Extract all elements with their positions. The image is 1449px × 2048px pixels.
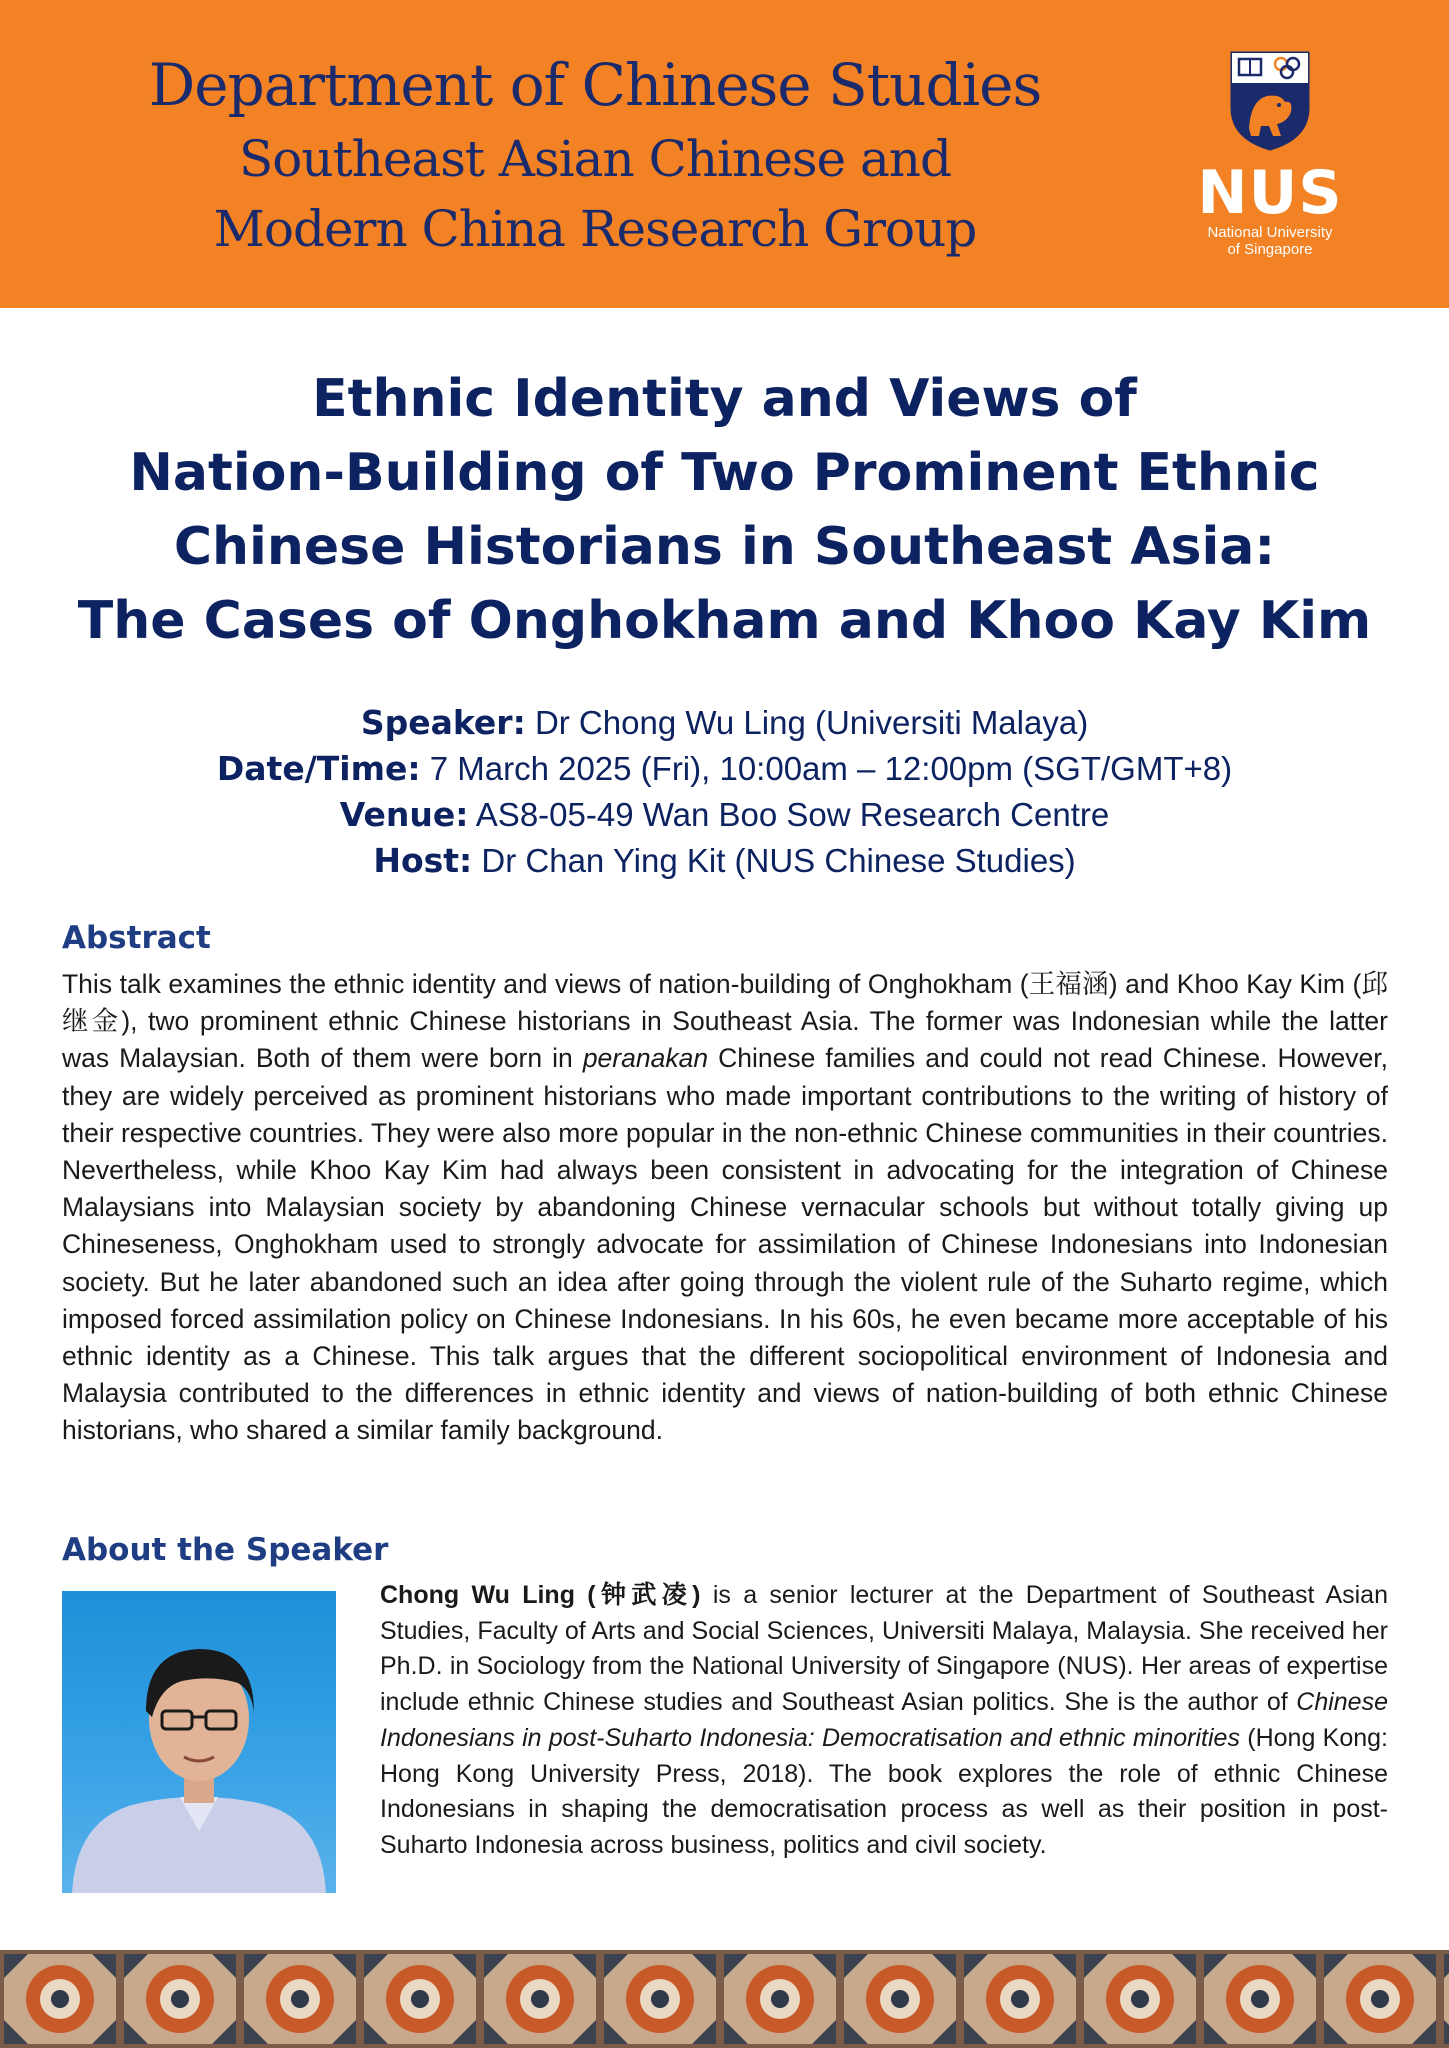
speaker-bio-part-1: is a senior lecturer at the Department of Southeast Asian Studies, Faculty of Arts and Social Sciences, Universiti Malaya, Malaysia. She received her Ph.D. in Sociology from the National University of Singapore (NUS). Her areas of expertise include ethnic Chinese studies and Southeast Asian politics. She is the author of	[380, 1581, 1388, 1717]
logo-university-name-2: of Singapore	[1227, 241, 1313, 258]
tile-pattern-icon	[0, 1950, 1449, 2048]
research-group-line-1: Southeast Asian Chinese and	[239, 130, 951, 188]
host-value: Dr Chan Ying Kit (NUS Chinese Studies)	[481, 842, 1076, 879]
nus-crest-icon	[1229, 50, 1311, 152]
venue-row	[40, 792, 1409, 838]
department-name: Department of Chinese Studies	[148, 51, 1042, 119]
host-label: Host:	[373, 841, 473, 880]
nus-logo	[1195, 50, 1345, 270]
venue-value: AS8-05-49 Wan Boo Sow Research Centre	[475, 796, 1110, 833]
speaker-name: Chong Wu Ling (钟武凌)	[380, 1581, 701, 1609]
host-row	[40, 838, 1409, 884]
logo-university-name-1: National University	[1207, 224, 1333, 241]
research-group-line-2: Modern China Research Group	[213, 200, 977, 258]
speaker-book-title: Chinese Indonesians in post-Suharto Indonesia: Democratisation and ethnic minorities	[380, 1688, 1388, 1752]
talk-title-line: Chinese Historians in Southeast Asia:	[173, 517, 1276, 577]
talk-title-line: Nation-Building of Two Prominent Ethnic	[129, 443, 1320, 503]
datetime-label: Date/Time:	[216, 749, 421, 788]
venue-label: Venue:	[339, 795, 469, 834]
speaker-photo	[62, 1591, 336, 1893]
abstract-part-1: This talk examines the ethnic identity and views of nation-building of Onghokham (王福涵) and Khoo Kay Kim (邱继金), two prominent ethnic Chinese historians in Southeast Asia. The former was Indonesian while the latter was Malaysian. Both of them were born in	[62, 969, 1388, 1074]
speaker-portrait-icon	[62, 1591, 336, 1893]
datetime-row	[40, 746, 1409, 792]
talk-title	[40, 362, 1409, 658]
speaker-label: Speaker:	[360, 703, 526, 742]
logo-acronym: NUS	[1197, 158, 1343, 228]
speaker-bio	[380, 1578, 1388, 1864]
abstract-text	[62, 966, 1388, 1450]
header-banner	[0, 0, 1449, 308]
speaker-row	[40, 700, 1409, 746]
speaker-value: Dr Chong Wu Ling (Universiti Malaya)	[534, 704, 1089, 741]
talk-title-line: The Cases of Onghokham and Khoo Kay Kim	[77, 591, 1372, 651]
datetime-value: 7 March 2025 (Fri), 10:00am – 12:00pm (SGT/GMT+8)	[429, 750, 1233, 787]
abstract-italic-term: peranakan	[582, 1043, 709, 1074]
speaker-bio-part-2: (Hong Kong: Hong Kong University Press, 2018). The book explores the role of ethnic Chinese Indonesians in shaping the democratisation process as well as their position in post-Suharto Indonesia across business, politics and civil society.	[380, 1723, 1388, 1859]
about-speaker-heading: About the Speaker	[62, 1532, 389, 1568]
department-heading	[60, 46, 1130, 264]
event-details	[40, 700, 1409, 884]
abstract-part-2: Chinese families and could not read Chinese. However, they are widely perceived as prominent historians who made important contributions to the writing of history of their respective countries. They were also more popular in the non-ethnic Chinese communities in their countries. Nevertheless, while Khoo Kay Kim had always been consistent in advocating for the integration of Chinese Malaysians into Malaysian society by abandoning Chinese vernacular schools but without totally giving up Chineseness, Onghokham used to strongly advocate for assimilation of Chinese Indonesians into Indonesian society. But he later abandoned such an idea after going through the violent rule of the Suharto regime, which imposed forced assimilation policy on Chinese Indonesians. In his 60s, he even became more acceptable of his ethnic identity as a Chinese. This talk argues that the different sociopolitical environment of Indonesia and Malaysia contributed to the differences in ethnic identity and views of nation-building of both ethnic Chinese historians, who shared a similar family background.	[62, 1043, 1388, 1446]
abstract-heading: Abstract	[62, 920, 211, 956]
decorative-tile-footer	[0, 1950, 1449, 2048]
talk-title-line: Ethnic Identity and Views of	[312, 369, 1137, 429]
